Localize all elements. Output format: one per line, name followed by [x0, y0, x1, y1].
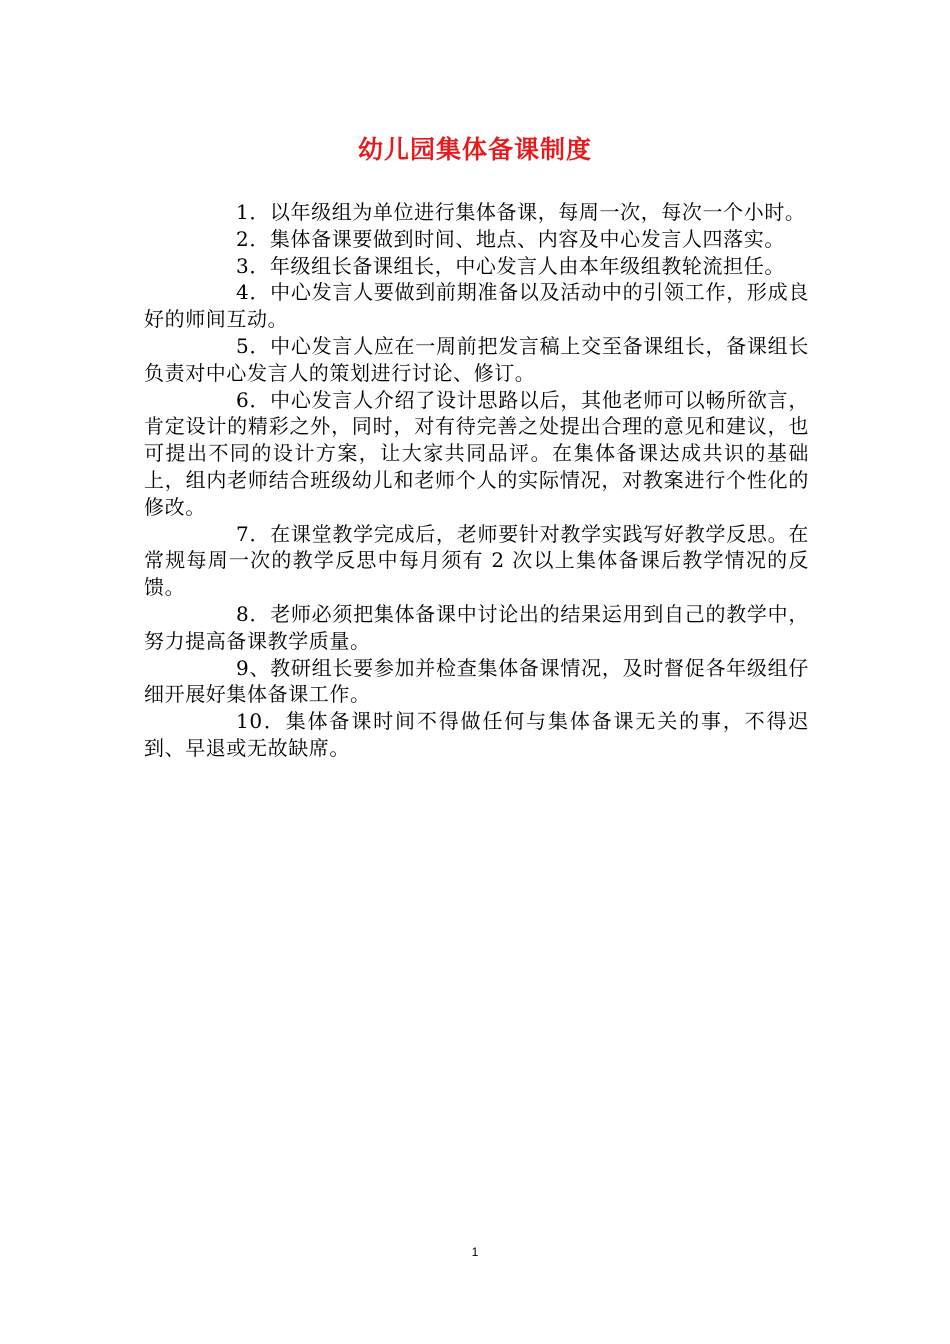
rule-paragraph-3: 3．年级组长备课组长，中心发言人由本年级组教轮流担任。 — [236, 253, 785, 278]
rule-paragraph-6: 6．中心发言人介绍了设计思路以后，其他老师可以畅所欲言，肯定设计的精彩之外，同时，对有待完善之处提出合理的意见和建议，也可提出不同的设计方案，让大家共同品评。在集体备课达成共识的基础上，组内老师结合班级幼儿和老师个人的实际情况，对教案进行个性化的修改。 — [144, 387, 809, 519]
rule-paragraph-2: 2．集体备课要做到时间、地点、内容及中心发言人四落实。 — [236, 226, 785, 251]
rule-paragraph-8: 8．老师必须把集体备课中讨论出的结果运用到自己的教学中，努力提高备课教学质量。 — [144, 601, 809, 653]
rule-paragraph-7: 7．在课堂教学完成后，老师要针对教学实践写好教学反思。在常规每周一次的教学反思中每月须有 2 次以上集体备课后教学情况的反馈。 — [144, 521, 809, 600]
document-title: 幼儿园集体备课制度 — [357, 135, 592, 164]
document-body — [144, 199, 809, 762]
rule-paragraph-5: 5．中心发言人应在一周前把发言稿上交至备课组长，备课组长负责对中心发言人的策划进行讨论、修订。 — [144, 333, 809, 385]
page-number: 1 — [471, 1245, 479, 1259]
rule-paragraph-1: 1．以年级组为单位进行集体备课，每周一次，每次一个小时。 — [236, 200, 806, 224]
rule-paragraph-10: 10．集体备课时间不得做任何与集体备课无关的事，不得迟到、早退或无故缺席。 — [144, 709, 809, 760]
rule-paragraph-9: 9、教研组长要参加并检查集体备课情况，及时督促各年级组仔细开展好集体备课工作。 — [144, 655, 809, 707]
rule-paragraph-4: 4．中心发言人要做到前期准备以及活动中的引领工作，形成良好的师间互动。 — [144, 280, 809, 332]
